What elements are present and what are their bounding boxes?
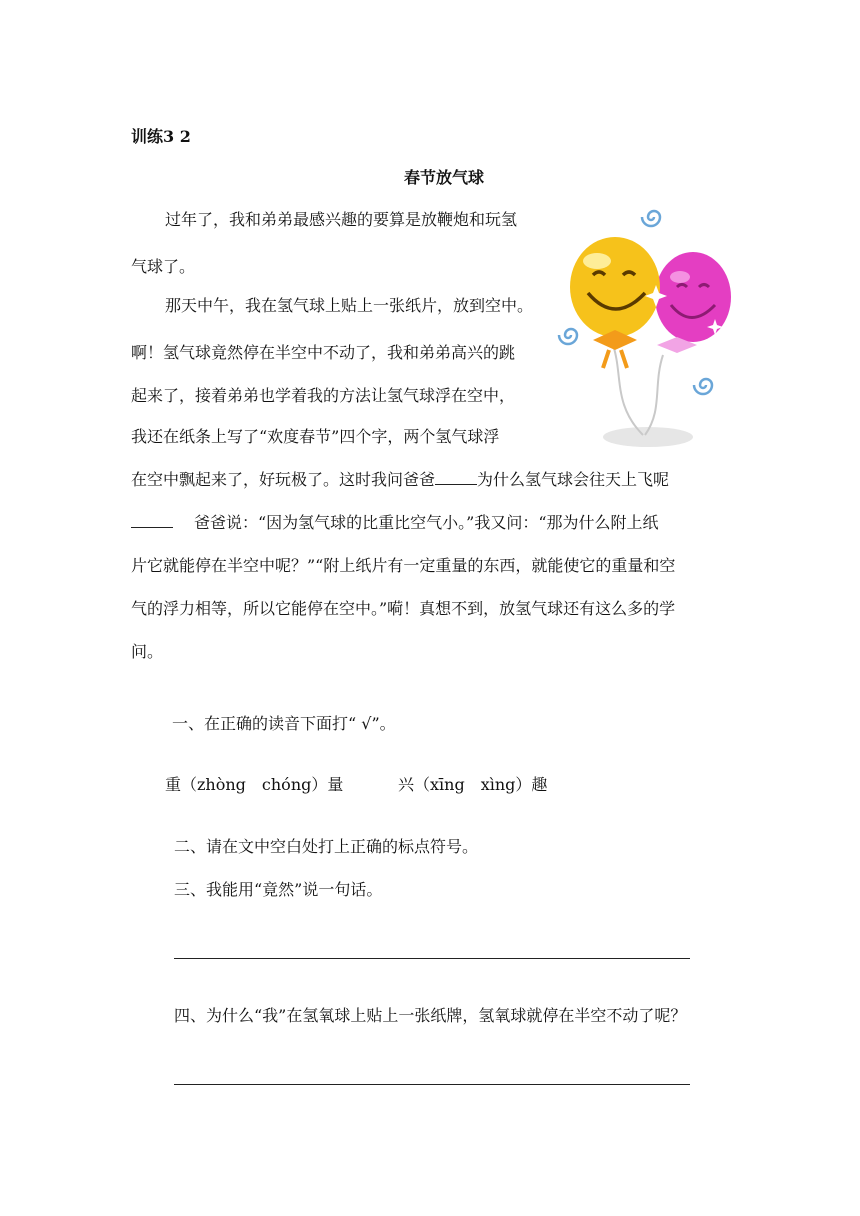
punctuation-blank[interactable] [435,470,477,485]
answer-line-q3[interactable] [174,958,690,959]
question-3: 三、我能用“竟然”说一句话。 [174,880,383,899]
passage-line: 我还在纸条上写了“欢度春节”四个字，两个氢气球浮 [131,427,500,446]
question-1: 一、在正确的读音下面打“ √”。 [172,714,396,733]
passage-text: 爸爸说：“因为氢气球的比重比空气小。”我又问：“那为什么附上纸 [194,513,659,532]
worksheet-header: 训练3 2 [131,127,191,146]
passage-text: 为什么氢气球会往天上飞呢 [477,470,670,489]
pinyin-item-xing[interactable]: 兴（xīng xìng）趣 [398,775,548,794]
passage-line: 那天中午，我在氢气球上贴上一张纸片，放到空中。 [165,296,534,315]
passage-line: 气的浮力相等，所以它能停在空中。”嗬！真想不到，放氢气球还有这么多的学 [131,599,676,618]
passage-line: 过年了，我和弟弟最感兴趣的要算是放鞭炮和玩氢 [165,210,518,229]
passage-line-with-blank [131,470,669,490]
passage-line-with-blank [131,513,659,533]
passage-title: 春节放气球 [404,168,485,187]
punctuation-blank[interactable] [131,513,173,528]
answer-line-q4[interactable] [174,1084,690,1085]
passage-line: 啊！氢气球竟然停在半空中不动了，我和弟弟高兴的跳 [131,343,516,362]
question-4: 四、为什么“我”在氢氧球上贴上一张纸牌，氢氧球就停在半空不动了呢？ [174,1006,687,1025]
passage-line: 起来了，接着弟弟也学着我的方法让氢气球浮在空中， [131,386,516,405]
question-2: 二、请在文中空白处打上正确的标点符号。 [174,837,479,856]
passage-line: 片它就能停在半空中呢？”“附上纸片有一定重量的东西，就能使它的重量和空 [131,556,676,575]
passage-line: 问。 [131,642,164,661]
pinyin-item-zhong[interactable]: 重（zhòng chóng）量 [165,775,344,794]
balloons-illustration [553,205,743,455]
passage-line: 气球了。 [131,257,196,276]
passage-text: 在空中飘起来了，好玩极了。这时我问爸爸 [131,470,436,489]
